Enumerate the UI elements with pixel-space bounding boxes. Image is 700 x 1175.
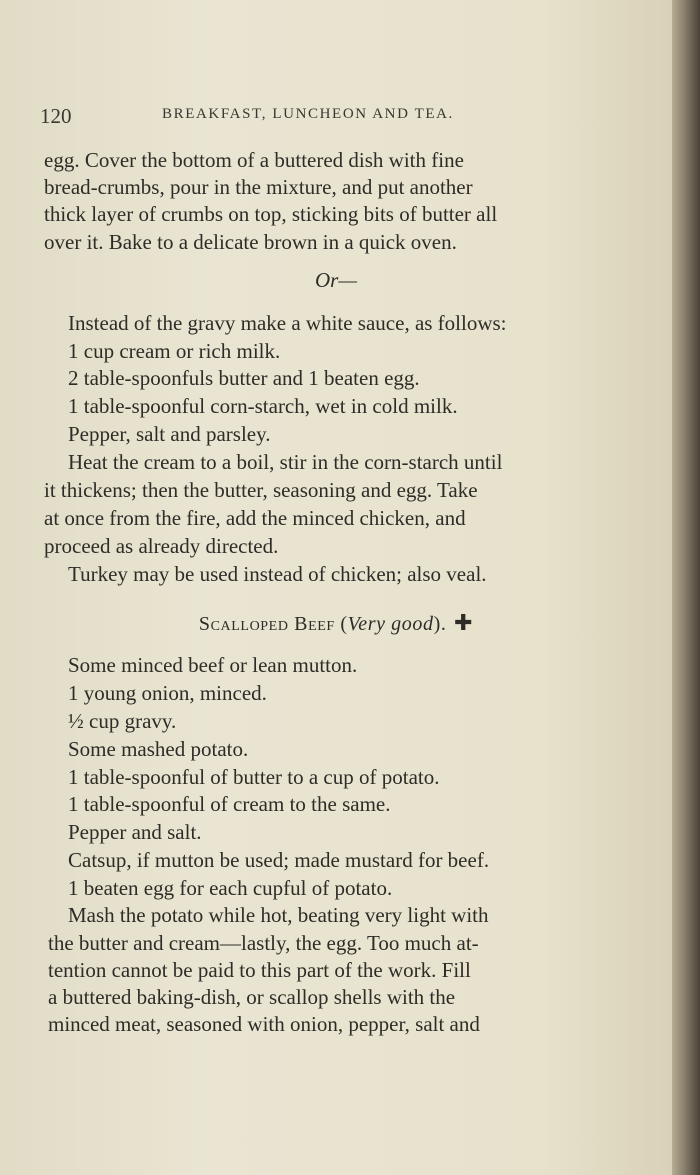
cross-mark-icon: ✚ <box>454 610 474 635</box>
recipe-heading: Scalloped Beef (Very good). ✚ <box>198 610 474 635</box>
ingredient-line: Some mashed potato. <box>68 737 249 761</box>
body-line: bread-crumbs, pour in the mixture, and put another <box>44 175 473 199</box>
body-line: a buttered baking-dish, or scallop shells with the <box>48 985 456 1009</box>
ingredient-line: 1 young onion, minced. <box>68 681 267 705</box>
body-line: it thickens; then the butter, seasoning and egg. Take <box>44 478 478 502</box>
body-line: Mash the potato while hot, beating very light with <box>68 903 489 927</box>
recipe-note: Very good <box>347 613 434 635</box>
ingredient-line: Some minced beef or lean mutton. <box>68 653 358 677</box>
ingredient-line: 1 cup cream or rich milk. <box>68 339 281 363</box>
page-number: 120 <box>40 104 72 128</box>
body-line: Instead of the gravy make a white sauce, as follows: <box>68 311 507 335</box>
body-line: egg. Cover the bottom of a buttered dish with fine <box>44 148 464 172</box>
ingredient-line: ½ cup gravy. <box>68 709 177 733</box>
ingredient-line: 2 table-spoonfuls butter and 1 beaten egg. <box>68 366 420 390</box>
body-line: thick layer of crumbs on top, sticking bits of butter all <box>44 202 498 226</box>
body-line: Turkey may be used instead of chicken; also veal. <box>68 562 487 586</box>
ingredient-line: 1 table-spoonful of cream to the same. <box>68 792 391 816</box>
body-line: at once from the fire, add the minced chicken, and <box>44 506 466 530</box>
ingredient-line: 1 beaten egg for each cupful of potato. <box>68 876 393 900</box>
recipe-title: Scalloped Beef <box>198 613 335 635</box>
book-binding <box>672 0 700 1175</box>
ingredient-line: 1 table-spoonful corn-starch, wet in cold milk. <box>68 394 458 418</box>
body-line: Heat the cream to a boil, stir in the corn-starch until <box>68 450 503 474</box>
ingredient-line: Pepper and salt. <box>68 820 202 844</box>
body-line: tention cannot be paid to this part of the work. Fill <box>48 958 471 982</box>
page-header <box>40 100 600 130</box>
ingredient-line: 1 table-spoonful of butter to a cup of potato. <box>68 765 440 789</box>
body-line: the butter and cream—lastly, the egg. Too much at- <box>48 931 479 955</box>
body-line: minced meat, seasoned with onion, pepper, salt and <box>48 1012 480 1036</box>
body-line: over it. Bake to a delicate brown in a quick oven. <box>44 230 457 254</box>
ingredient-line: Pepper, salt and parsley. <box>68 422 271 446</box>
or-heading: Or— <box>314 268 357 292</box>
running-head: BREAKFAST, LUNCHEON AND TEA. <box>162 106 454 122</box>
body-line: proceed as already directed. <box>44 534 279 558</box>
ingredient-line: Catsup, if mutton be used; made mustard for beef. <box>68 848 490 872</box>
